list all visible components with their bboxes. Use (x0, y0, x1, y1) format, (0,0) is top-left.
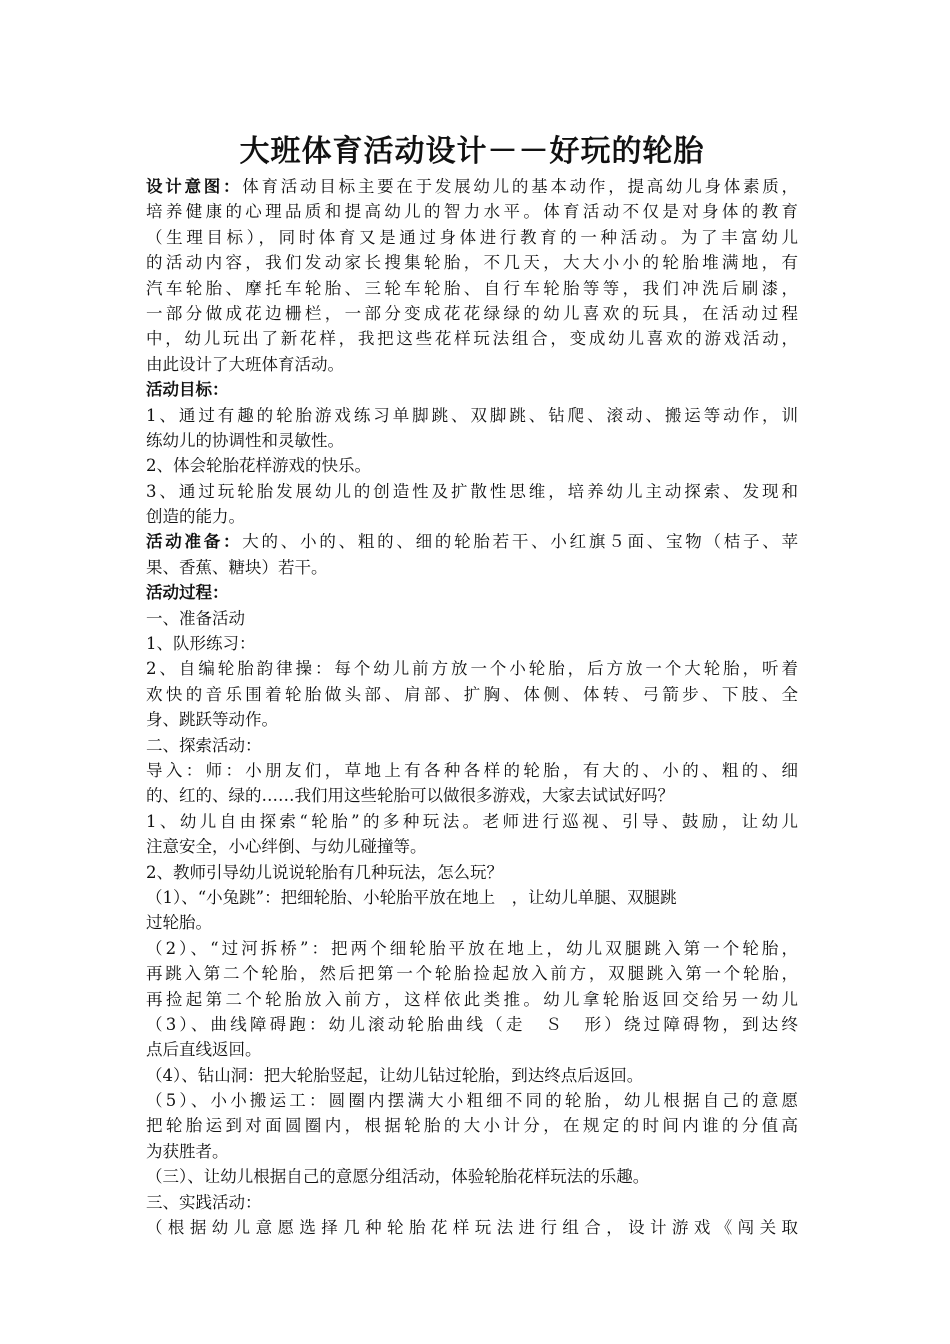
design-intent-label: 设计意图： (146, 177, 243, 196)
process-line: 点后直线返回。 (146, 1040, 262, 1060)
process-line: 过轮胎。 (146, 913, 212, 933)
goal-line: 1、通过有趣的轮胎游戏练习单脚跳、双脚跳、钻爬、滚动、搬运等动作，训 (146, 405, 798, 425)
goal-line: 练幼儿的协调性和灵敏性。 (146, 430, 344, 450)
process-line: 注意安全，小心绊倒、与幼儿碰撞等。 (146, 837, 427, 857)
design-intent-line: 中，幼儿玩出了新花样，我把这些花样玩法组合，变成幼儿喜欢的游戏活动， (146, 329, 798, 349)
process-line: 身、跳跃等动作。 (146, 710, 278, 730)
prep-line: 果、香蕉、糖块）若干。 (146, 557, 328, 577)
process-line: 导入：师：小朋友们，草地上有各种各样的轮胎，有大的、小的、粗的、细 (146, 760, 798, 780)
process-line: （三）、让幼儿根据自己的意愿分组活动，体验轮胎花样玩法的乐趣。 (146, 1167, 650, 1187)
process-line: （1）、“小兔跳”：把细轮胎、小轮胎平放在地上 ，让幼儿单腿、双腿跳 (146, 887, 677, 907)
process-line: （5）、小小搬运工：圆圈内摆满大小粗细不同的轮胎，幼儿根据自己的意愿 (146, 1091, 798, 1111)
process-line: 的、红的、绿的……我们用这些轮胎可以做很多游戏，大家去试试好吗？ (146, 786, 674, 806)
document-title: 大班体育活动设计－－好玩的轮胎 (239, 134, 705, 169)
process-line: （3）、曲线障碍跑：幼儿滚动轮胎曲线（走 Ｓ 形）绕过障碍物，到达终 (146, 1014, 798, 1034)
prep-line (146, 529, 798, 554)
design-intent-line: 由此设计了大班体育活动。 (146, 354, 344, 374)
design-intent-line: 汽车轮胎、摩托车轮胎、三轮车轮胎、自行车轮胎等等，我们冲洗后刷漆， (146, 278, 798, 298)
process-line: （2）、“过河拆桥”：把两个细轮胎平放在地上，幼儿双腿跳入第一个轮胎， (146, 938, 798, 958)
prep-label: 活动准备： (146, 532, 243, 552)
goals-heading: 活动目标： (146, 380, 229, 400)
process-line: 再捡起第二个轮胎放入前方，这样依此类推。幼儿拿轮胎返回交给另一幼儿 (146, 989, 798, 1009)
goal-line: 3、通过玩轮胎发展幼儿的创造性及扩散性思维，培养幼儿主动探索、发现和 (146, 481, 798, 501)
process-line: 欢快的音乐围着轮胎做头部、肩部、扩胸、体侧、体转、弓箭步、下肢、全 (146, 684, 798, 704)
design-intent-line: 一部分做成花边栅栏，一部分变成花花绿绿的幼儿喜欢的玩具，在活动过程 (146, 303, 798, 323)
process-line: 一、准备活动 (146, 608, 245, 628)
process-heading: 活动过程： (146, 583, 229, 603)
process-line: 再跳入第二个轮胎，然后把第一个轮胎捡起放入前方，双腿跳入第一个轮胎， (146, 964, 798, 984)
design-intent-line: 培养健康的心理品质和提高幼儿的智力水平。体育活动不仅是对身体的教育 (146, 202, 798, 222)
goal-line: 2、体会轮胎花样游戏的快乐。 (146, 456, 371, 476)
prep-text: 大的、小的、粗的、细的轮胎若干、小红旗５面、宝物（桔子、苹 (242, 532, 798, 552)
process-line: 2、教师引导幼儿说说轮胎有几种玩法，怎么玩？ (146, 862, 503, 882)
process-line: 把轮胎运到对面圆圈内，根据轮胎的大小计分，在规定的时间内谁的分值高 (146, 1116, 798, 1136)
process-line: 1、队形练习： (146, 634, 256, 654)
process-line: 二、探索活动： (146, 735, 262, 755)
process-line: 2、自编轮胎韵律操：每个幼儿前方放一个小轮胎，后方放一个大轮胎，听着 (146, 659, 798, 679)
design-intent-line (146, 174, 798, 199)
process-line: 三、实践活动： (146, 1192, 262, 1212)
process-line: （4）、钻山洞：把大轮胎竖起，让幼儿钻过轮胎，到达终点后返回。 (146, 1065, 644, 1085)
process-line: 1、幼儿自由探索“轮胎”的多种玩法。老师进行巡视、引导、鼓励，让幼儿 (146, 811, 798, 831)
design-intent-text: 体育活动目标主要在于发展幼儿的基本动作，提高幼儿身体素质， (242, 177, 798, 196)
design-intent-line: （生理目标），同时体育又是通过身体进行教育的一种活动。为了丰富幼儿 (146, 227, 798, 247)
process-line: 为获胜者。 (146, 1141, 229, 1161)
document-page (146, 132, 798, 1240)
design-intent-line: 的活动内容，我们发动家长搜集轮胎，不几天，大大小小的轮胎堆满地，有 (146, 253, 798, 273)
process-line: （根据幼儿意愿选择几种轮胎花样玩法进行组合，设计游戏《闯关取 (146, 1218, 798, 1238)
goal-line: 创造的能力。 (146, 507, 245, 527)
